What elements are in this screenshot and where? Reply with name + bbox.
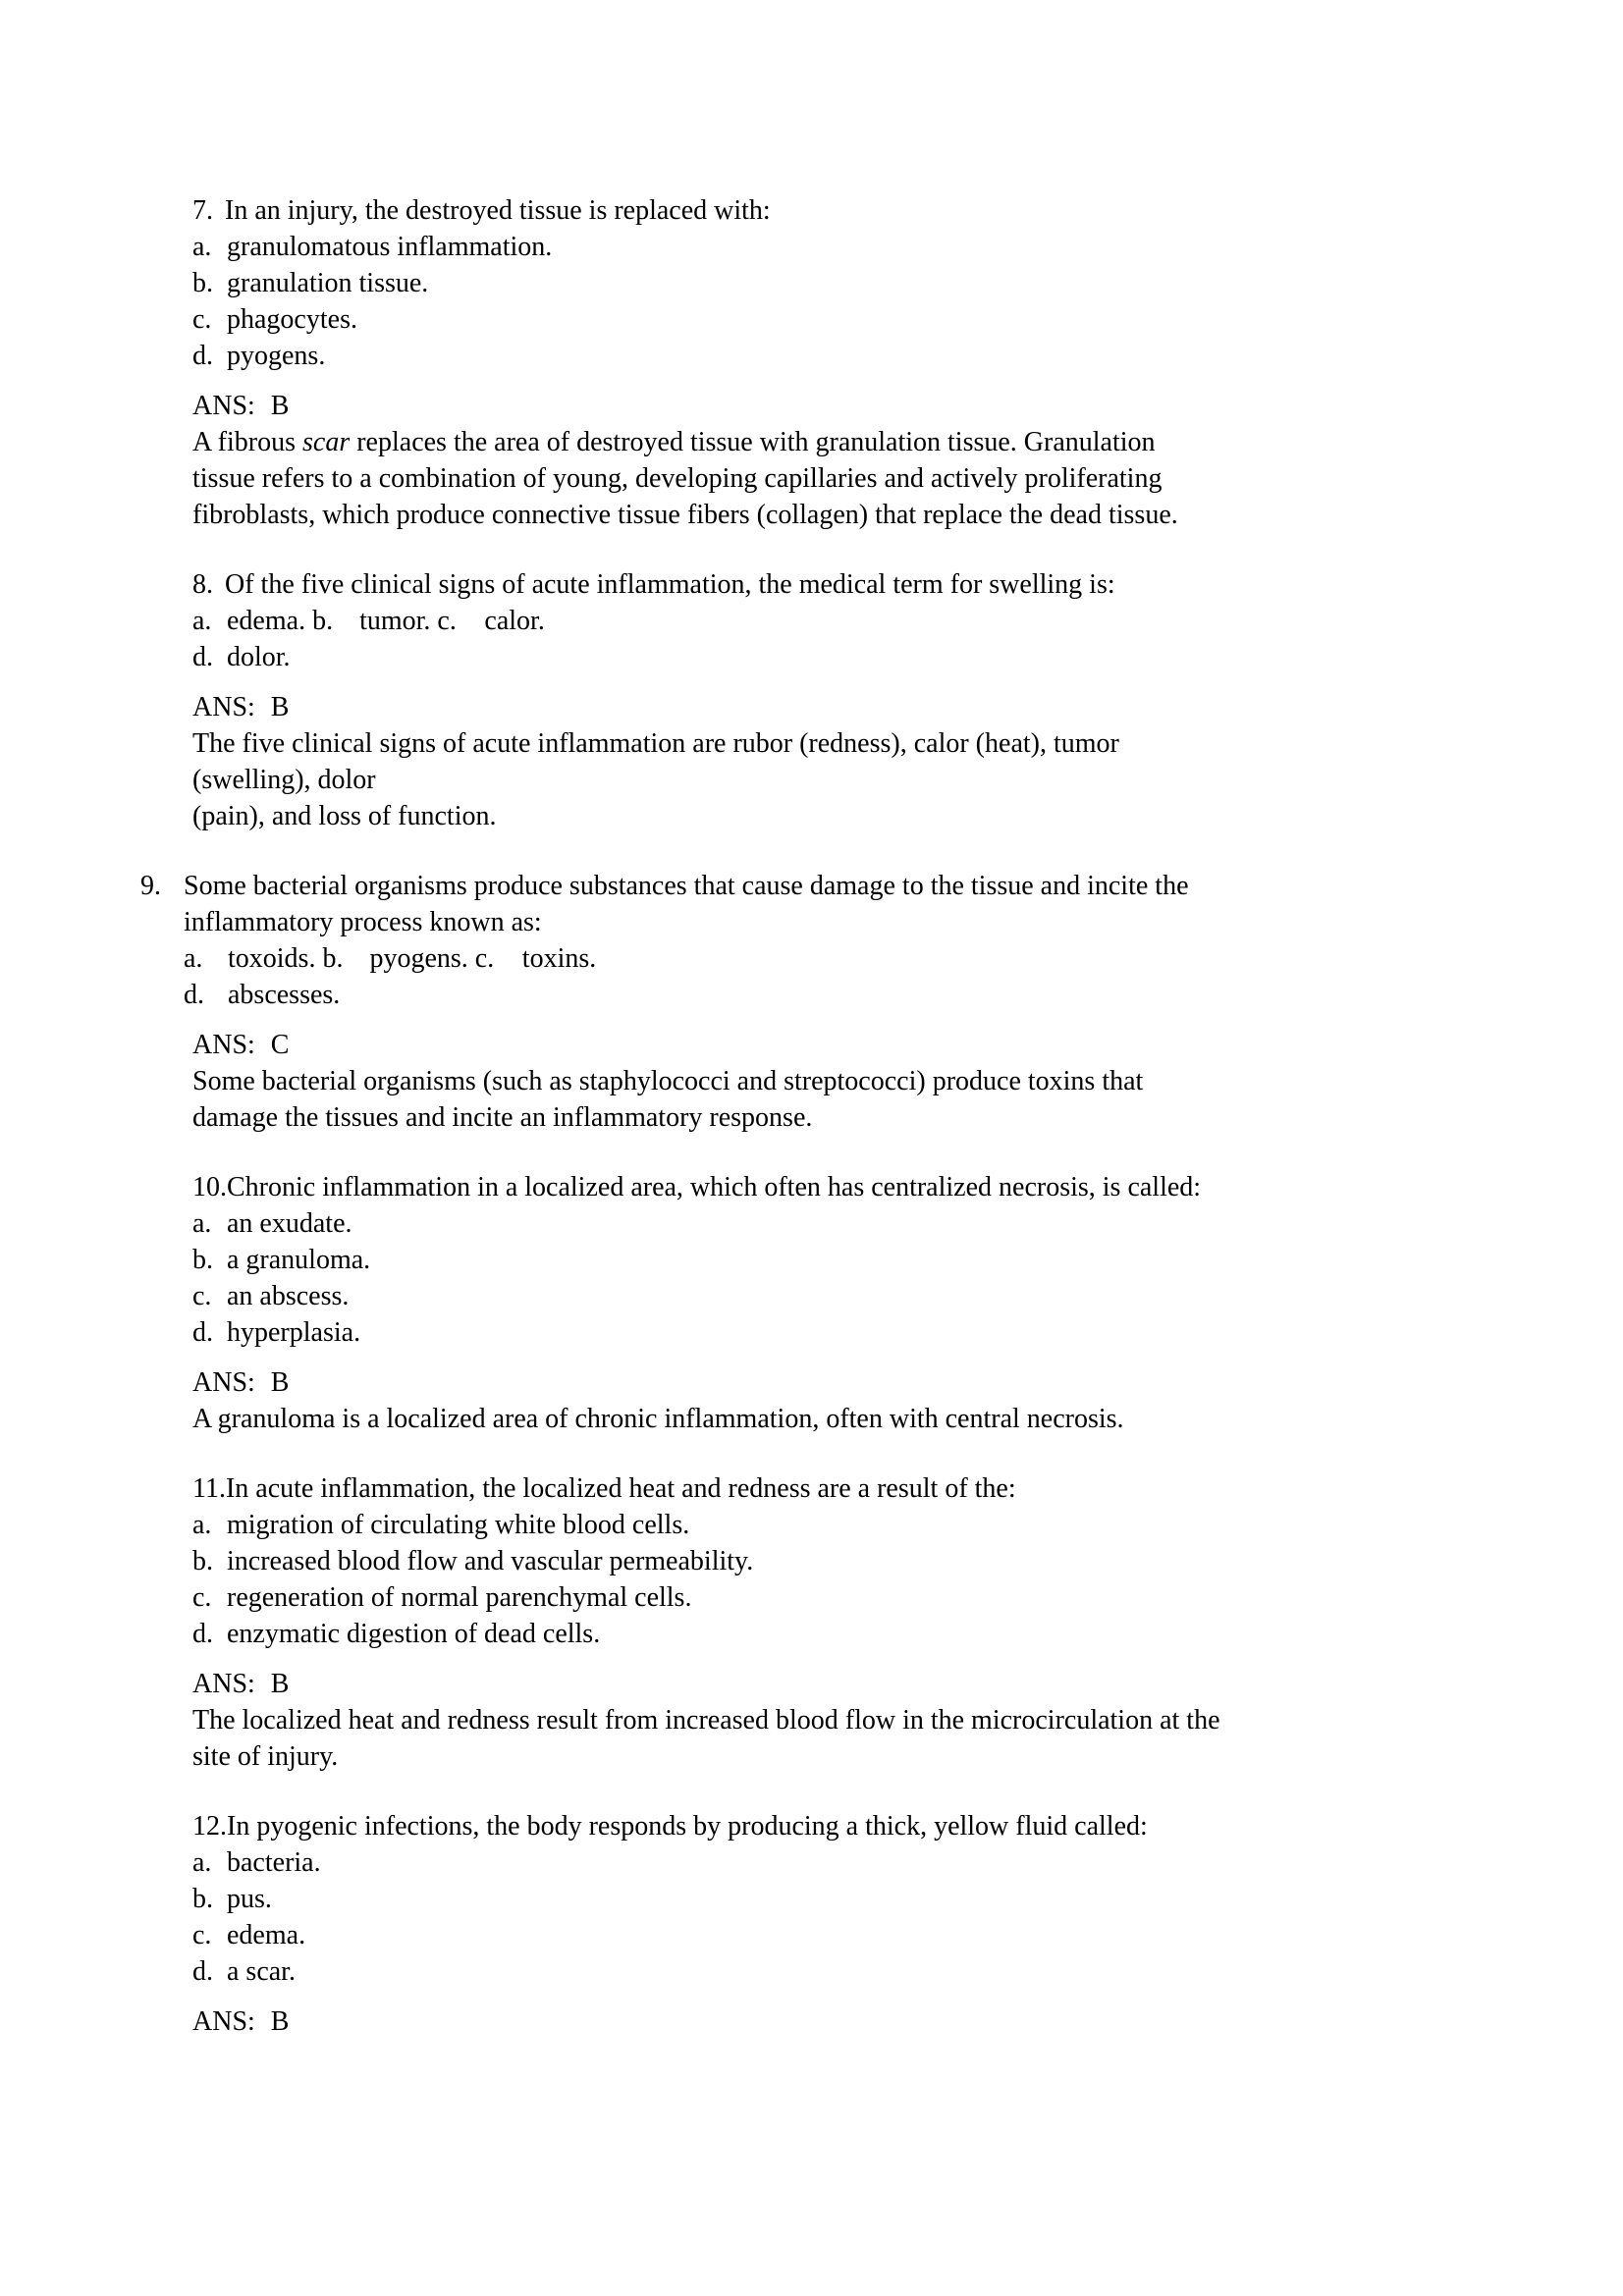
option-row [192, 603, 1449, 639]
option-text: dolor. [227, 642, 291, 672]
option-label: b. [192, 1546, 213, 1576]
question-9-block [140, 868, 1449, 1136]
answer-label: ANS: [192, 692, 255, 722]
explanation [192, 1702, 1449, 1775]
explanation-line: The five clinical signs of acute inflammation are rubor (redness), calor (heat), tumor [192, 728, 1119, 759]
explanation [192, 1401, 1449, 1437]
answer-line [192, 388, 1449, 424]
option-label: a. [192, 1847, 212, 1878]
answer-line [192, 1364, 1449, 1401]
option-text: abscesses. [228, 980, 341, 1010]
question-11-block [192, 1470, 1449, 1775]
explanation-line: tissue refers to a combination of young, developing capillaries and actively proliferating [192, 463, 1163, 494]
explanation-line: damage the tissues and incite an inflammatory response. [192, 1102, 813, 1133]
question-line [192, 1808, 1449, 1844]
question-text: In an injury, the destroyed tissue is replaced with: [225, 195, 771, 226]
option-row [192, 1205, 1449, 1242]
question-number: 9. [140, 871, 161, 901]
option-label: a. [192, 606, 212, 636]
option-label: c. [192, 1582, 212, 1613]
question-text-line: inflammatory process known as: [184, 907, 542, 937]
answer-line [192, 2003, 1449, 2040]
option-row [192, 338, 1449, 374]
option-label: d. [192, 1619, 213, 1649]
option-row [192, 1953, 1449, 1990]
answer-label: ANS: [192, 391, 255, 421]
question-number: 11. [192, 1473, 226, 1504]
option-row [192, 1507, 1449, 1543]
option-label: c. [437, 606, 457, 636]
option-text: pus. [227, 1884, 272, 1914]
option-label: c. [192, 304, 212, 335]
option-text: toxoids. [228, 943, 316, 974]
answer-label: ANS: [192, 1030, 255, 1060]
option-text: an exudate. [227, 1208, 352, 1239]
answer-value: B [270, 692, 290, 722]
option-row [192, 1242, 1449, 1278]
answer-line [192, 1666, 1449, 1702]
answer-line [192, 689, 1449, 725]
question-12-block [192, 1808, 1449, 2040]
question-number: 7. [192, 195, 213, 226]
question-7-block [192, 192, 1449, 533]
option-row [192, 1579, 1449, 1616]
answer-value: B [270, 391, 290, 421]
option-label: c. [192, 1920, 212, 1950]
explanation [192, 424, 1449, 533]
question-text: Of the five clinical signs of acute inflammation, the medical term for swelling is: [225, 569, 1115, 600]
option-text: phagocytes. [227, 304, 357, 335]
explanation-line: site of injury. [192, 1741, 339, 1772]
answer-value: B [270, 1367, 290, 1398]
option-row [184, 940, 1449, 977]
answer-value: C [270, 1030, 290, 1060]
explanation-segment: A fibrous [192, 427, 302, 457]
option-label: d. [192, 1956, 213, 1987]
option-text: increased blood flow and vascular permeability. [227, 1546, 754, 1576]
explanation-line: (swelling), dolor [192, 765, 376, 795]
explanation-line [192, 424, 1449, 460]
answer-label: ANS: [192, 2006, 255, 2037]
option-label: b. [192, 268, 213, 298]
option-label: d. [192, 1317, 213, 1348]
option-label: a. [192, 1510, 212, 1540]
option-text: enzymatic digestion of dead cells. [227, 1619, 601, 1649]
explanation-line: fibroblasts, which produce connective tissue fibers (collagen) that replace the dead tissue. [192, 500, 1178, 530]
explanation-segment: replaces the area of destroyed tissue with granulation tissue. Granulation [350, 427, 1156, 457]
answer-line [192, 1027, 1449, 1063]
option-row [192, 1616, 1449, 1652]
option-label: d. [192, 341, 213, 371]
explanation-line: The localized heat and redness result from increased blood flow in the microcirculation at the [192, 1705, 1220, 1735]
option-row [192, 229, 1449, 265]
option-label: d. [184, 980, 204, 1010]
option-label: d. [192, 642, 213, 672]
option-row [192, 1881, 1449, 1917]
option-label: b. [312, 606, 334, 636]
option-text: granulation tissue. [227, 268, 429, 298]
option-row [192, 301, 1449, 338]
answer-label: ANS: [192, 1669, 255, 1699]
option-text: hyperplasia. [227, 1317, 361, 1348]
option-text: a granuloma. [227, 1245, 371, 1275]
question-text: In acute inflammation, the localized heat and redness are a result of the: [225, 1473, 1016, 1504]
question-text [184, 868, 1189, 940]
question-line [192, 192, 1449, 229]
question-text: In pyogenic infections, the body responds by producing a thick, yellow fluid called: [227, 1811, 1148, 1842]
option-text: tumor. [359, 606, 431, 636]
option-text: bacteria. [227, 1847, 321, 1878]
option-row [192, 1314, 1449, 1351]
option-label: a. [192, 1208, 212, 1239]
question-10-block [192, 1169, 1449, 1437]
answer-value: B [270, 1669, 290, 1699]
option-row [192, 639, 1449, 675]
question-number: 10. [192, 1172, 227, 1202]
option-text: pyogens. [227, 341, 326, 371]
option-label: a. [192, 232, 212, 262]
option-label: c. [474, 943, 495, 974]
option-row [192, 265, 1449, 301]
question-8-block [192, 566, 1449, 834]
option-row [192, 1917, 1449, 1953]
question-line [192, 1169, 1449, 1205]
option-text: regeneration of normal parenchymal cells. [227, 1582, 692, 1613]
option-text: a scar. [227, 1956, 296, 1987]
question-line [192, 1470, 1449, 1507]
question-text: Chronic inflammation in a localized area, which often has centralized necrosis, is called: [227, 1172, 1202, 1202]
option-text: migration of circulating white blood cells. [227, 1510, 690, 1540]
option-label: a. [184, 943, 203, 974]
option-text: granulomatous inflammation. [227, 232, 553, 262]
option-text: edema. [227, 1920, 306, 1950]
explanation-line: Some bacterial organisms (such as staphylococci and streptococci) produce toxins that [192, 1066, 1144, 1096]
option-text: an abscess. [227, 1281, 350, 1311]
answer-label: ANS: [192, 1367, 255, 1398]
option-label: b. [192, 1245, 213, 1275]
option-text: edema. [227, 606, 306, 636]
option-row [184, 977, 1449, 1013]
option-row [192, 1844, 1449, 1881]
explanation [192, 1063, 1449, 1136]
question-number: 12. [192, 1811, 227, 1842]
option-text: calor. [484, 606, 545, 636]
explanation-line: (pain), and loss of function. [192, 801, 497, 831]
option-row [192, 1278, 1449, 1314]
document-page [140, 192, 1449, 2040]
option-label: c. [192, 1281, 212, 1311]
question-number: 8. [192, 569, 213, 600]
explanation-line: A granuloma is a localized area of chronic inflammation, often with central necrosis. [192, 1404, 1124, 1434]
option-text: toxins. [521, 943, 597, 974]
question-line [192, 566, 1449, 603]
question-line [140, 868, 1449, 940]
question-text-line: Some bacterial organisms produce substances that cause damage to the tissue and incite the [184, 871, 1189, 901]
option-label: b. [192, 1884, 213, 1914]
explanation-italic-term: scar [302, 427, 351, 457]
answer-value: B [270, 2006, 290, 2037]
option-label: b. [322, 943, 344, 974]
option-row [192, 1543, 1449, 1579]
option-text: pyogens. [369, 943, 468, 974]
explanation [192, 725, 1449, 834]
